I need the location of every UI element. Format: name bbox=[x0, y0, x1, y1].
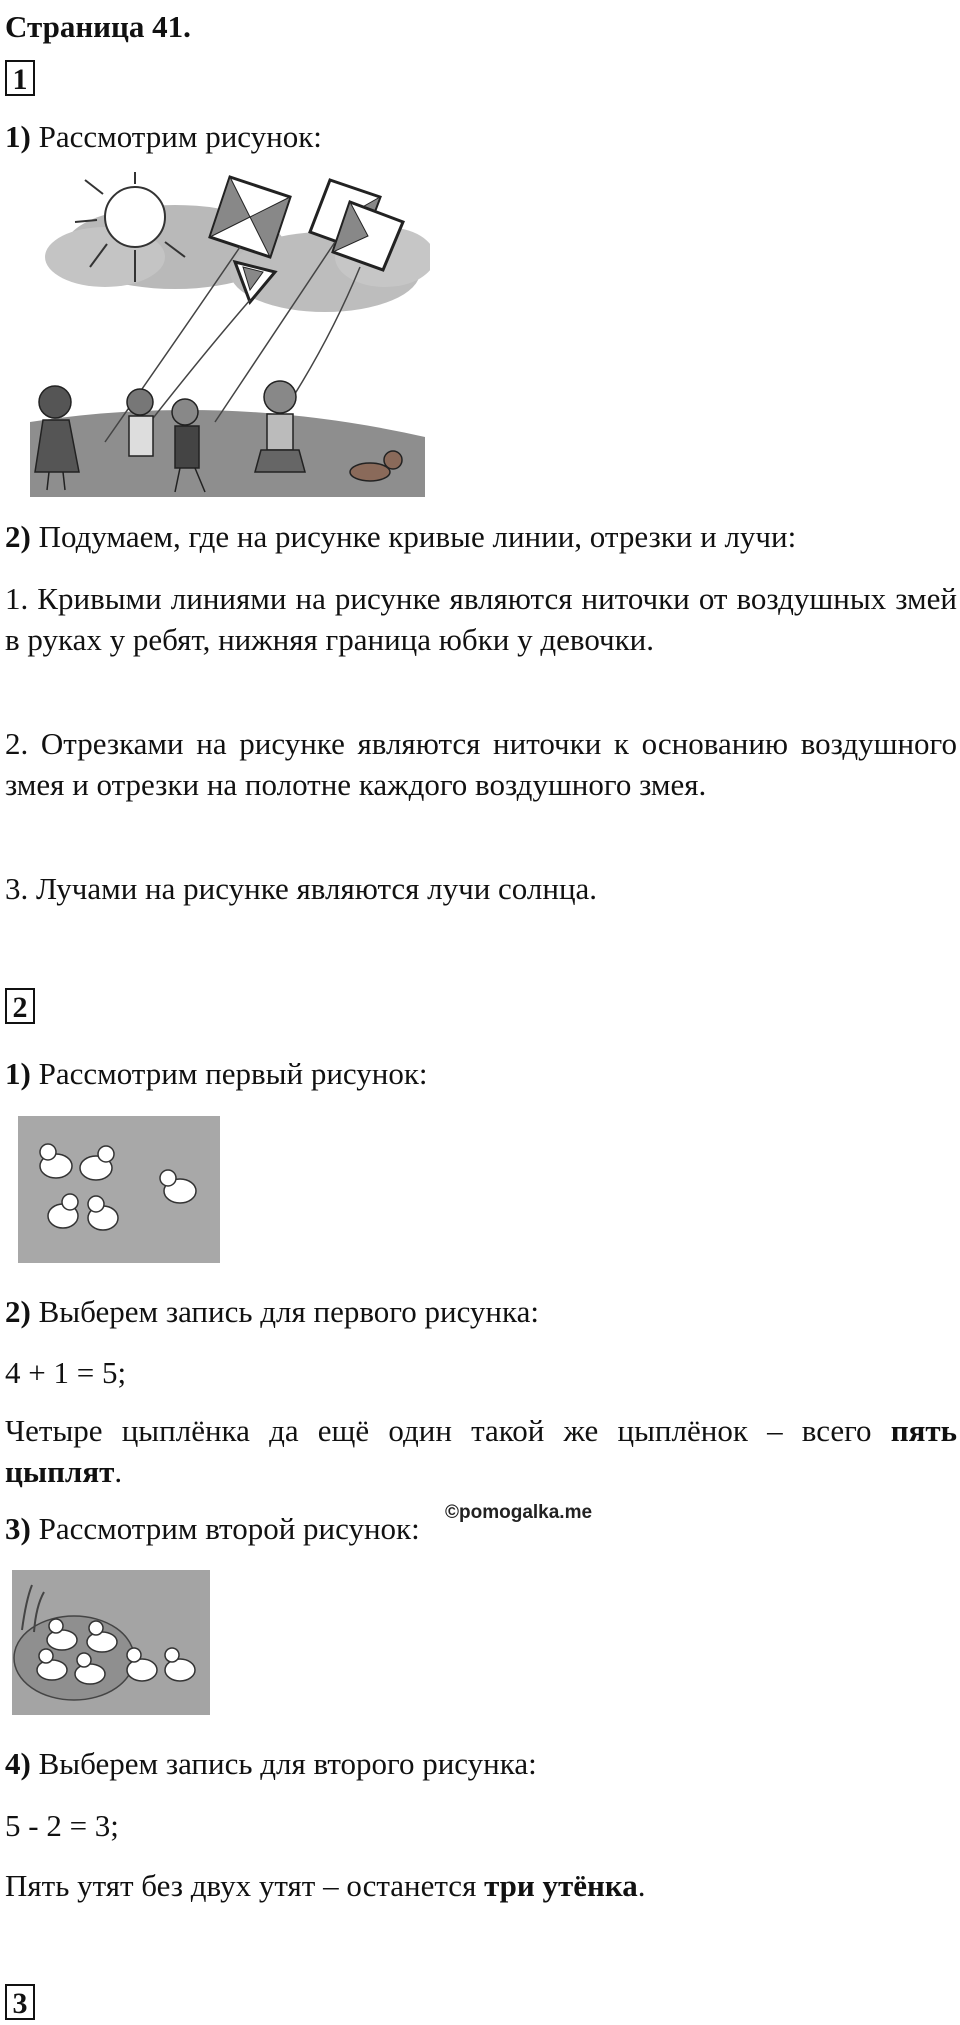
task2-equation1: 4 + 1 = 5; bbox=[5, 1355, 127, 1390]
task2-step1: 1) Рассмотрим первый рисунок: bbox=[5, 1056, 428, 1091]
task1-step1: 1) Рассмотрим рисунок: bbox=[5, 119, 322, 154]
task2-equation2: 5 - 2 = 3; bbox=[5, 1808, 119, 1843]
task-number-2: 2 bbox=[5, 988, 35, 1024]
task1-step2: 2) Подумаем, где на рисунке кривые линии, отрезки и лучи: bbox=[5, 519, 797, 554]
kites-children-illustration bbox=[25, 172, 430, 497]
task2-sentence1: Четыре цыплёнка да ещё один такой же цыплёнок – всего пять цыплят. bbox=[5, 1413, 957, 1489]
chicks-illustration bbox=[18, 1116, 220, 1263]
task-number-1: 1 bbox=[5, 60, 35, 96]
task1-item1: 1. Кривыми линиями на рисунке являются ниточки от воздушных змей в руках у ребят, нижняя граница юбки у девочки. bbox=[5, 581, 957, 657]
task2-step3: 3) Рассмотрим второй рисунок: bbox=[5, 1511, 420, 1546]
task1-item3: 3. Лучами на рисунке являются лучи солнца. bbox=[5, 871, 598, 906]
watermark: ©pomogalka.me bbox=[445, 1502, 593, 1523]
task2-step4: 4) Выберем запись для второго рисунка: bbox=[5, 1746, 537, 1781]
task-number-3: 3 bbox=[5, 1984, 35, 2020]
task2-step2: 2) Выберем запись для первого рисунка: bbox=[5, 1294, 539, 1329]
ducklings-illustration bbox=[12, 1570, 210, 1715]
page-title: Страница 41. bbox=[5, 9, 191, 44]
task1-item2: 2. Отрезками на рисунке являются ниточки к основанию воздушного змея и отрезки на полотне каждого воздушного змея. bbox=[5, 726, 957, 802]
task2-sentence2: Пять утят без двух утят – останется три утёнка. bbox=[5, 1868, 646, 1903]
